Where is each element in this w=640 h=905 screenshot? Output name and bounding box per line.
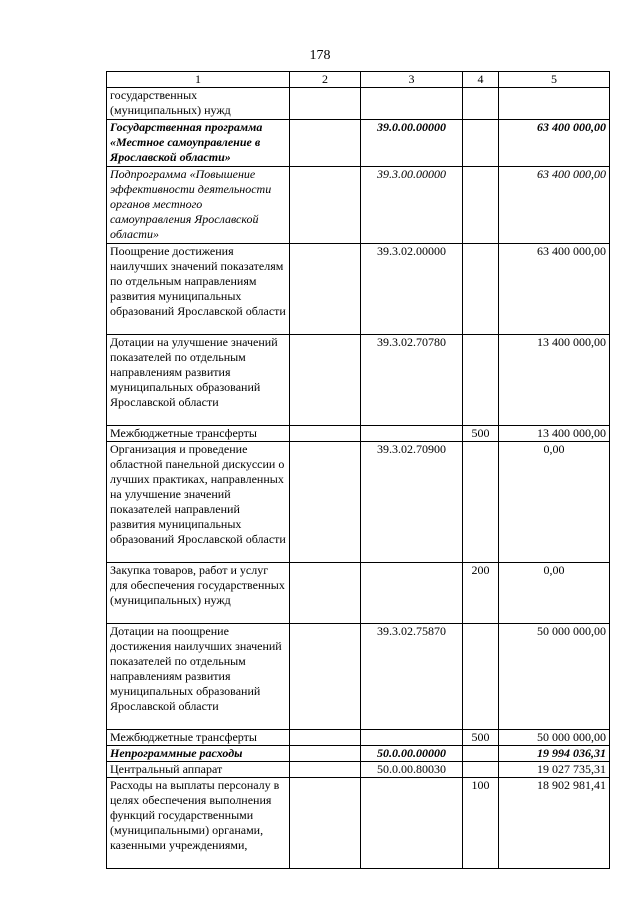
row-col-2 [290, 624, 361, 730]
table-row [107, 335, 610, 426]
table-row [107, 244, 610, 335]
row-amount: 19 994 036,31 [499, 746, 610, 762]
row-code: 39.3.02.70780 [361, 335, 463, 426]
row-expense-type [463, 167, 499, 244]
row-expense-type [463, 120, 499, 167]
row-expense-type: 100 [463, 778, 499, 869]
row-code: 50.0.00.80030 [361, 762, 463, 778]
row-code [361, 778, 463, 869]
table-row [107, 746, 610, 762]
table-row [107, 88, 610, 120]
header-col-1: 1 [107, 72, 290, 88]
table-row [107, 778, 610, 869]
row-expense-type [463, 746, 499, 762]
table-row [107, 762, 610, 778]
row-name: Межбюджетные трансферты [107, 730, 290, 746]
row-code: 39.3.02.70900 [361, 442, 463, 563]
row-amount: 63 400 000,00 [499, 167, 610, 244]
table-row [107, 167, 610, 244]
row-expense-type [463, 442, 499, 563]
row-code: 50.0.00.00000 [361, 746, 463, 762]
row-code [361, 730, 463, 746]
row-name: Межбюджетные трансферты [107, 426, 290, 442]
row-col-2 [290, 442, 361, 563]
row-col-2 [290, 730, 361, 746]
row-amount: 0,00 [499, 442, 610, 563]
row-name: Государственная программа «Местное самоуправление в Ярославской области» [107, 120, 290, 167]
row-code [361, 563, 463, 624]
row-name: Поощрение достижения наилучших значений показателям по отдельным направлениям развития муниципальных образований Ярославской области [107, 244, 290, 335]
row-col-2 [290, 88, 361, 120]
table-row [107, 442, 610, 563]
row-col-2 [290, 426, 361, 442]
table-row [107, 730, 610, 746]
row-amount: 18 902 981,41 [499, 778, 610, 869]
row-name: государственных (муниципальных) нужд [107, 88, 290, 120]
header-col-2: 2 [290, 72, 361, 88]
row-col-2 [290, 167, 361, 244]
header-col-4: 4 [463, 72, 499, 88]
row-col-2 [290, 762, 361, 778]
row-col-2 [290, 120, 361, 167]
row-expense-type [463, 88, 499, 120]
row-amount [499, 88, 610, 120]
row-amount: 13 400 000,00 [499, 426, 610, 442]
row-name: Расходы на выплаты персоналу в целях обеспечения выполнения функций государственными (муниципальными) органами, казенными учреждениями, [107, 778, 290, 869]
row-amount: 50 000 000,00 [499, 624, 610, 730]
row-amount: 63 400 000,00 [499, 120, 610, 167]
table-row [107, 563, 610, 624]
row-amount: 50 000 000,00 [499, 730, 610, 746]
page-number: 178 [309, 48, 331, 63]
row-name: Закупка товаров, работ и услуг для обеспечения государственных (муниципальных) нужд [107, 563, 290, 624]
row-name: Дотации на поощрение достижения наилучших значений показателей по отдельным направлениям развития муниципальных образований Ярославской области [107, 624, 290, 730]
row-col-2 [290, 244, 361, 335]
row-code: 39.0.00.00000 [361, 120, 463, 167]
row-name: Организация и проведение областной панельной дискуссии о лучших практиках, направленных на улучшение значений показателей направлений развития муниципальных образований Ярославской области [107, 442, 290, 563]
row-amount: 0,00 [499, 563, 610, 624]
row-col-2 [290, 746, 361, 762]
row-col-2 [290, 778, 361, 869]
row-expense-type [463, 762, 499, 778]
row-code [361, 426, 463, 442]
row-amount: 13 400 000,00 [499, 335, 610, 426]
table-row [107, 120, 610, 167]
row-expense-type [463, 624, 499, 730]
table-header-row [107, 72, 610, 88]
table-row [107, 426, 610, 442]
table-row [107, 624, 610, 730]
row-col-2 [290, 563, 361, 624]
row-code: 39.3.02.75870 [361, 624, 463, 730]
row-code [361, 88, 463, 120]
header-col-3: 3 [361, 72, 463, 88]
row-name: Подпрограмма «Повышение эффективности деятельности органов местного самоуправления Ярославской области» [107, 167, 290, 244]
row-expense-type [463, 335, 499, 426]
row-expense-type: 500 [463, 426, 499, 442]
row-expense-type: 500 [463, 730, 499, 746]
row-name: Непрограммные расходы [107, 746, 290, 762]
row-name: Дотации на улучшение значений показателей по отдельным направлениям развития муниципальных образований Ярославской области [107, 335, 290, 426]
row-code: 39.3.00.00000 [361, 167, 463, 244]
budget-table [106, 71, 610, 869]
row-col-2 [290, 335, 361, 426]
row-expense-type [463, 244, 499, 335]
header-col-5: 5 [499, 72, 610, 88]
row-expense-type: 200 [463, 563, 499, 624]
row-amount: 63 400 000,00 [499, 244, 610, 335]
row-code: 39.3.02.00000 [361, 244, 463, 335]
row-name: Центральный аппарат [107, 762, 290, 778]
row-amount: 19 027 735,31 [499, 762, 610, 778]
